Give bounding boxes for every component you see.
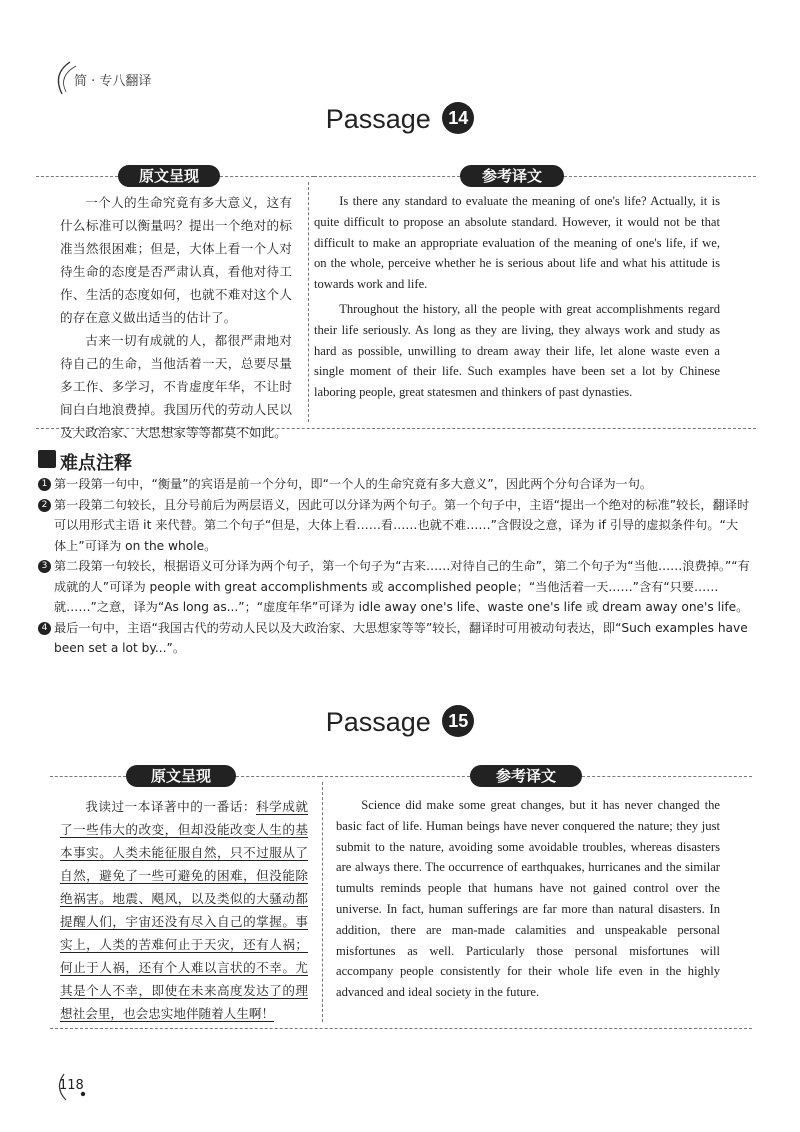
note-number-icon: 4 bbox=[38, 622, 51, 635]
note-item bbox=[38, 495, 750, 557]
passage-15-title bbox=[0, 707, 800, 740]
divider bbox=[220, 176, 314, 177]
passage-15-translation bbox=[336, 795, 720, 1003]
divider bbox=[50, 1028, 752, 1029]
translation-badge: 参考译文 bbox=[460, 165, 564, 187]
note-item bbox=[38, 618, 750, 659]
notes-icon bbox=[38, 450, 56, 468]
passage-number-badge: 14 bbox=[442, 102, 474, 134]
original-text-badge: 原文呈现 bbox=[118, 165, 220, 187]
notes-heading: 难点注释 bbox=[60, 453, 132, 474]
passage-14-original bbox=[60, 191, 292, 444]
en-paragraph: Science did make some great changes, but it has never changed the basic fact of life. Human beings have never conquered the nature; they just submit to the nature, avoiding some avoidable troubles, whereas disasters are always there. The occurrence of earthquakes, hurricanes and the similar tumults reminds people that humans have not gained control over the universe. In fact, human sufferings are far more than natural disasters. In addition, there are man-made calamities and unspeakable personal misfortunes as well. Particularly those personal misfortunes will accompany people consistently for their whole life even in the highly advanced and ideal society in the future. bbox=[336, 798, 720, 1000]
note-item bbox=[38, 556, 750, 618]
zh-underlined-quote: 科学成就了一些伟大的改变，但却没能改变人生的基本事实。人类未能征服自然，只不过服从了自然，避免了一些可避免的困难，但没能除绝祸害。地震、飓风，以及类似的大骚动都提醒人们，宇宙还没有尽入自己的掌握。事实上，人类的苦难何止于天灾，还有人祸；何止于人祸，还有个人难以言状的不幸。尤其是个人不幸，即使在未来高度发达了的理想社会里，也会忠实地伴随着人生啊！ bbox=[60, 799, 309, 1021]
passage-title-text: Passage bbox=[325, 707, 431, 737]
note-text: 第一段第二句较长，且分号前后为两层语义，因此可以分译为两个句子。第一个句子中，主语“提出一个绝对的标准”较长，翻译时可以用形式主语 it 来代替。第二个句子“但是，大体上看……看……也就不难……”含假设之意，译为 if 引导的虚拟条件句。“大体上”可译为 on the whole。 bbox=[54, 497, 750, 553]
passage-14-title bbox=[0, 104, 800, 137]
page-number-text: 118 bbox=[59, 1078, 84, 1093]
divider bbox=[314, 176, 460, 177]
divider bbox=[36, 176, 118, 177]
translation-badge: 参考译文 bbox=[470, 765, 582, 787]
en-paragraph: Is there any standard to evaluate the meaning of one's life? Actually, it is quite difficult to propose an absolute standard. However, it would not be that difficult to make an appropriate evaluation of the meaning of one's life, if we, on the whole, perceive whether he is serious about life and what his attitude is towards work and life. bbox=[314, 194, 720, 292]
zh-paragraph: 古来一切有成就的人，都很严肃地对待自己的生命，当他活着一天，总要尽量多工作、多学习，不肯虚度年华，不让时间白白地浪费掉。我国历代的劳动人民以及大政治家、大思想家等等都莫不如此。 bbox=[60, 333, 292, 440]
section-header: 简 · 专八翻译 bbox=[74, 74, 152, 89]
note-text: 第一段第一句中，“衡量”的宾语是前一个分句，即“一个人的生命究竟有多大意义”，因此两个分句合译为一句。 bbox=[54, 477, 653, 491]
divider bbox=[582, 776, 752, 777]
passage-14-translation bbox=[314, 191, 720, 403]
divider bbox=[320, 776, 470, 777]
column-divider bbox=[322, 782, 323, 1022]
page-number bbox=[56, 1072, 84, 1100]
en-paragraph: Throughout the history, all the people with great accomplishments regard their life seriously. As long as they are living, they always work and study as hard as possible, unwilling to dream away their life, let alone waste even a single moment of their life. Such examples have been set a lot by Chinese laboring people, great statesmen and thinkers of past dynasties. bbox=[314, 301, 720, 400]
passage-number-badge: 15 bbox=[442, 705, 474, 737]
column-divider bbox=[308, 182, 309, 422]
note-item bbox=[38, 474, 750, 495]
note-text: 最后一句中，主语“我国古代的劳动人民以及大政治家、大思想家等等”较长，翻译时可用被动句表达，即“Such examples have been set a lot by...”。 bbox=[54, 620, 748, 655]
divider bbox=[50, 776, 126, 777]
zh-paragraph: 一个人的生命究竟有多大意义，这有什么标准可以衡量吗？提出一个绝对的标准当然很困难；但是，大体上看一个人对待生命的态度是否严肃认真，看他对待工作、生活的态度如何，也就不难对这个人的存在意义做出适当的估计了。 bbox=[60, 195, 292, 325]
passage-title-text: Passage bbox=[325, 104, 431, 134]
passage-15-original bbox=[60, 795, 308, 1025]
note-number-icon: 1 bbox=[38, 478, 51, 491]
note-number-icon: 3 bbox=[38, 560, 51, 573]
zh-lead-text: 我读过一本译著中的一番话： bbox=[85, 799, 256, 814]
note-text: 第二段第一句较长，根据语义可分译为两个句子，第一个句子为“古来……对待自己的生命”，第二个句子为“当他……浪费掉。”“有成就的人”可译为 people with great accomplishments 或 accomplished people；“当他活着一天……”含有“只要……就……”之意，译为“As long as...”；“虚度年华”可译为 idle away one's life、waste one's life 或 dream away one's life。 bbox=[54, 559, 750, 614]
divider bbox=[236, 776, 320, 777]
notes-list bbox=[38, 474, 750, 659]
note-number-icon: 2 bbox=[38, 499, 51, 512]
divider bbox=[564, 176, 756, 177]
original-text-badge: 原文呈现 bbox=[126, 765, 236, 787]
